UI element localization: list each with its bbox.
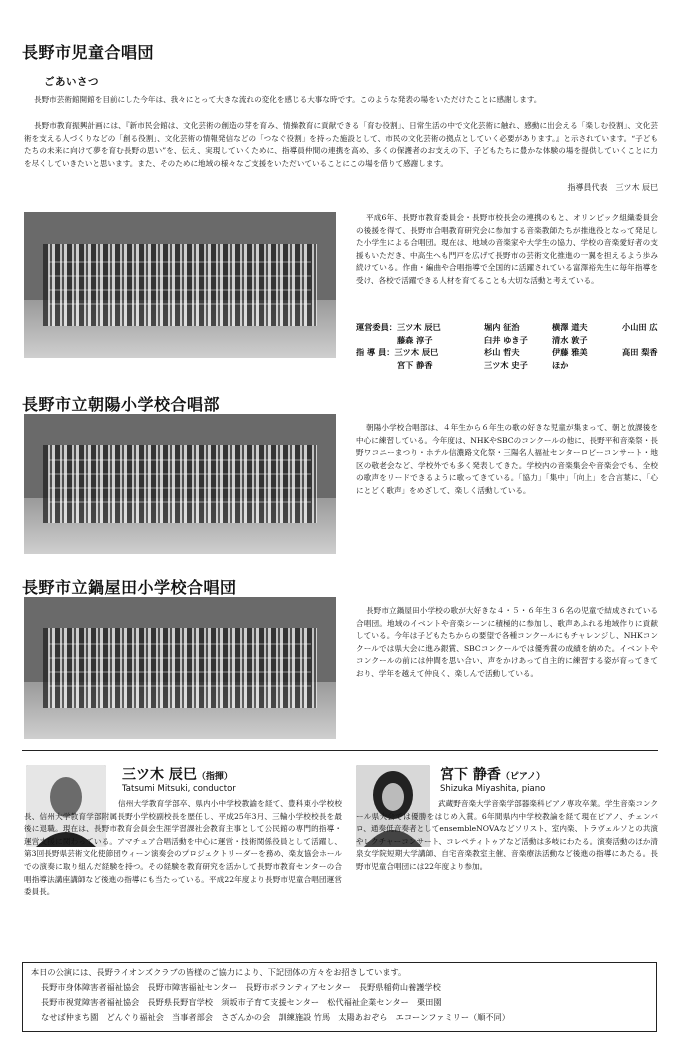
invited-groups-line: なせば仲まち園 どんぐり福祉会 当事者部会 さざんかの会 訓練施設 竹馬 太陽あおぞら エコーンファミリー（順不同） xyxy=(41,1012,510,1022)
pianist-role: （ピアノ） xyxy=(500,772,546,782)
children-choir-photo xyxy=(24,212,336,358)
staff-cell: 小山田 広 xyxy=(622,322,658,332)
invited-groups-line: 長野市視覚障害者福祉協会 長野県長野盲学校 須坂市子育て支援センター 松代福祉企業センター 栗田園 xyxy=(41,997,442,1007)
staff-cell: 運営委員：三ツ木 辰巳 xyxy=(356,322,441,332)
staff-cell: 伊藤 雅美 xyxy=(552,347,588,358)
greeting-heading: ごあいさつ xyxy=(44,76,99,88)
greeting-signature: 指導員代表 三ツ木 辰巳 xyxy=(567,183,658,192)
section-title-children-choir: 長野市児童合唱団 xyxy=(22,43,155,62)
staff-cell: 臼井 ゆき子 xyxy=(484,334,528,345)
staff-cell: 指 導 員：三ツ木 辰巳 xyxy=(356,347,439,358)
section-title-nabeyata-choir: 長野市立鍋屋田小学校合唱団 xyxy=(22,578,237,597)
section-title-asahi-choir: 長野市立朝陽小学校合唱部 xyxy=(22,395,221,414)
conductor-name: 三ツ木 辰巳（指揮） xyxy=(122,767,233,783)
pianist-romanized: Shizuka Miyashita, piano xyxy=(440,784,546,794)
conductor-bio: 信州大学教育学部卒、県内小中学校教諭を経て、豊科東小学校校長、信州大学教育学部附属長野小学校副校長を歴任し、平成25年3月、三輪小学校校長を最後に退職。現在は、長野市教育会員会生涯学習課社会教育主事として公民館の専門的指導・運営支援に関わっている。アマチュア合唱活動を中心に運営・技術関係役員として活躍し、第3回長野県芸術文化使節団ウィーン演奏会のプロジェクトリーダーを務め、楽友協会ホールでの演奏に取り組んだ経験を持つ。その経験を教育研究を活かして長野市教育センターの合唱指導法講座講師など後進の指導にも当たっている。平成22年度より長野市児童合唱団運営委員長。 xyxy=(24,799,342,897)
nabeyata-choir-description: 長野市立鍋屋田小学校の歌が大好きな４・５・６年生３６名の児童で結成されている合唱団。地域のイベントや音楽シーンに積極的に参加し、歌声あふれる地域作りに貢献している。今年は子どもたちからの要望で各種コンクールにもチャレンジし、NHKコンクールでは県大会に進み銀賞、SBCコンクールでは優秀賞の成績を納めた。イベントやコンクールの前には仲間を思い合い、声をかけあって自主的に練習する姿が育ってきており、学年を越えて仲良く、楽しんで活動している。 xyxy=(356,606,658,678)
conductor-romanized: Tatsumi Mitsuki, conductor xyxy=(122,784,236,794)
conductor-role: （指揮） xyxy=(196,772,233,782)
staff-list xyxy=(356,321,680,371)
staff-cell: 堀内 征治 xyxy=(484,322,520,332)
children-choir-description: 平成6年、長野市教育委員会・長野市校長会の連携のもと、オリンピック組織委員会の後援を得て、長野市合唱教育研究会に参加する音楽教師たちが推進役となって発足した小学生による合唱団。現在は、地域の音楽家や大学生の協力、学校の音楽愛好者の支援もいただき、中高生へも門戸を広げて長野市の芸術文化推進の一翼を担えるよう歩み続けている。作曲・編曲や合唱指導で全国的に活躍されている富澤裕先生に毎年指導を受け、各校で活躍できる人材を育てることも大切な活動と考えている。 xyxy=(356,213,658,285)
section-divider xyxy=(22,750,658,751)
greeting-paragraph-1: 長野市芸術館開館を目前にした今年は、我々にとって大きな流れの変化を感じる大事な時です。このような発表の場をいただけたことに感謝します。 xyxy=(34,95,542,104)
invited-groups-line: 長野市身体障害者福祉協会 長野市障害福祉センター 長野市ボランティアセンター 長野県稲荷山養護学校 xyxy=(41,982,441,992)
staff-cell: 杉山 哲夫 xyxy=(484,347,520,358)
nabeyata-choir-photo xyxy=(24,597,336,739)
staff-cell: 清水 敦子 xyxy=(552,334,588,345)
staff-cell: 宮下 静香 xyxy=(356,359,433,370)
greeting-paragraph-2: 長野市教育振興計画には、『新市民会館は、文化芸術の創造の芽を育み、情操教育に貢献できる「育む役割」、日常生活の中で文化芸術に触れ、感動に出会える「楽しむ役割」、文化芸術を支える人づくりなどの「創る役割」、文化芸術の情報発信などの「つなぐ役割」を持った施設として、市民の文化芸術の拠点としていく必要があります。』と示されています。“子どもたちの未来に向けて夢を育む長野の思い”を、伝え、実現していくために、指導員仲間の連携を高め、多くの保護者のお支えの下、子どもたちに豊かな体験の場を提供していくことに力を尽くしていきたいと思います。また、そのために地域の様々なご支援をいただいていることにこの場を借りて感謝します。 xyxy=(24,121,658,168)
pianist-bio: 武蔵野音楽大学音楽学部器楽科ピアノ専攻卒業。学生音楽コンクール県大会では優勝をはじめ入賞。6年間県内中学校教論を経て現在ピアノ、チェンバロ、通奏低音奏者としてensembleNOVAなどソリスト、室内楽、トラヴェルソとの共演やレクチャーコンサート、コレペティトゥアなど活動は多岐にわたる。演奏活動のほか清泉女学院短期大学講師、自宅音楽教室主催、音楽療法活動など後進の指導にあたる。長野市児童合唱団には22年度より参加。 xyxy=(356,799,658,871)
staff-cell xyxy=(622,334,680,347)
staff-cell xyxy=(622,359,680,372)
asahi-choir-description: 朝陽小学校合唱部は、４年生から６年生の歌の好きな児童が集まって、朝と放課後を中心に練習している。今年度は、NHKやSBCのコンクールの他に、長野平和音楽祭・長野ワコニーまつり・ホテル信濃路文化祭・三陽名人福祉センターロビーコンサート・地区の敬老会など、学校外でも多く発表してきた。学校内の音楽集会や音楽会でも、全校の歌声をリードできるように歌ってきている。「協力」「集中」「向上」を合言葉に、「心にとどく歌声」をめざして、楽しく活動している。 xyxy=(356,423,658,495)
staff-cell: 横澤 道夫 xyxy=(552,322,588,332)
invited-groups-box xyxy=(22,962,657,1032)
thanks-intro: 本日の公演には、長野ライオンズクラブの皆様のご協力により、下記団体の方々をお招きしています。 xyxy=(31,967,407,977)
staff-cell: 藤森 淳子 xyxy=(356,334,433,345)
staff-cell: 高田 梨香 xyxy=(622,347,658,358)
asahi-choir-photo xyxy=(24,414,336,554)
pianist-name: 宮下 静香（ピアノ） xyxy=(440,767,546,783)
staff-cell: 三ツ木 史子 xyxy=(484,359,528,370)
staff-cell: ほか xyxy=(552,359,569,370)
